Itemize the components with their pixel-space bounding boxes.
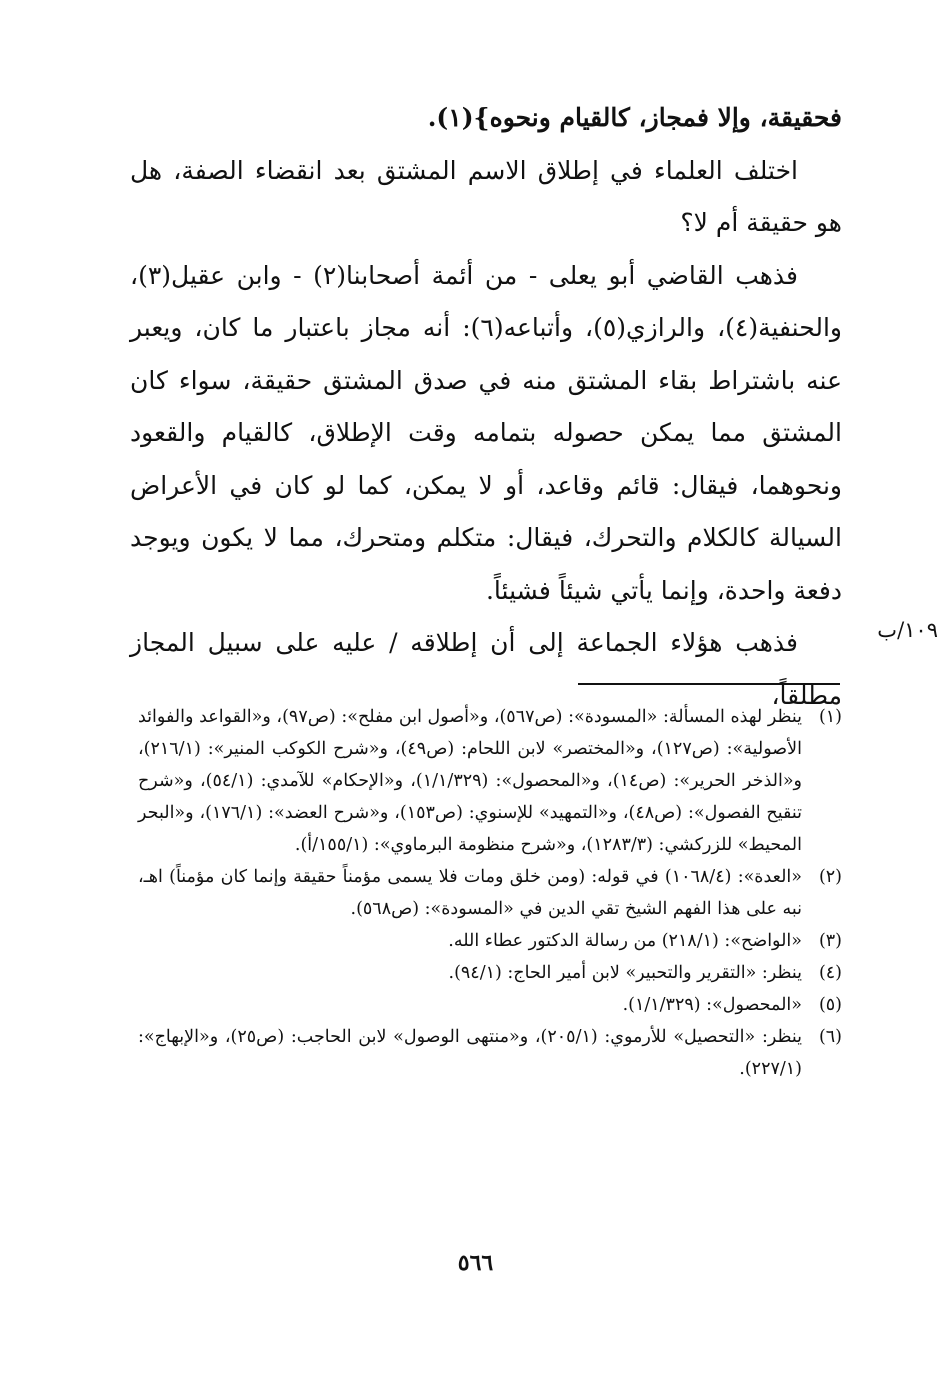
footnote-number: (٥) bbox=[818, 995, 842, 1015]
margin-folio-note: ١٠٩/ب bbox=[877, 618, 938, 642]
footnote-number: (٦) bbox=[818, 1027, 842, 1047]
footnote-text: «الواضح»: (٢١٨/١) من رسالة الدكتور عطاء الله. bbox=[448, 931, 802, 951]
footnote-number: (٢) bbox=[818, 867, 842, 887]
footnote-divider bbox=[578, 683, 840, 685]
footnote-2 bbox=[138, 861, 842, 925]
footnote-text: ينظر: «التحصيل» للأرموي: (٢٠٥/١)، و«منتهى الوصول» لابن الحاجب: (ص٢٥)، و«الإبهاج»: (٢٢٧/١). bbox=[138, 1027, 803, 1079]
footnote-text: «المحصول»: (١/١/٣٢٩). bbox=[622, 995, 802, 1015]
main-paragraph-2: اختلف العلماء في إطلاق الاسم المشتق بعد انقضاء الصفة، هل هو حقيقة أم لا؟ bbox=[130, 155, 842, 237]
main-paragraph-3: فذهب القاضي أبو يعلى - من أئمة أصحابنا(٢) - وابن عقيل(٣)، والحنفية(٤)، والرازي(٥)، وأتباعه(٦): أنه مجاز باعتبار ما كان، ويعبر عنه باشتراط بقاء المشتق منه في صدق المشتق حقيقة، سواء كان المشتق مما يمكن حصوله بتمامه وقت الإطلاق، كالقيام والقعود ونحوهما، فيقال: قائم وقاعد، أو لا يمكن، كما لو كان في الأعراض السيالة كالكلام والتحرك، فيقال: متكلم ومتحرك، مما لا يكون ويوجد دفعة واحدة، وإنما يأتي شيئاً فشيئاً. bbox=[130, 260, 842, 605]
footnotes bbox=[138, 701, 842, 1085]
footnote-number: (٤) bbox=[818, 963, 842, 983]
footnote-text: ينظر: «التقرير والتحبير» لابن أمير الحاج: (٩٤/١). bbox=[448, 963, 802, 983]
main-paragraph-1: فحقيقة، وإلا فمجاز، كالقيام ونحوه}(١). bbox=[427, 103, 842, 132]
footnote-number: (١) bbox=[818, 707, 842, 727]
main-paragraph-4: فذهب هؤلاء الجماعة إلى أن إطلاقه / عليه على سبيل المجاز مطلقاً، bbox=[130, 628, 842, 710]
footnote-3 bbox=[138, 925, 842, 957]
footnote-6 bbox=[138, 1021, 842, 1085]
page-number: ٥٦٦ bbox=[457, 1250, 494, 1276]
footnote-1 bbox=[138, 701, 842, 861]
footnote-text: «العدة»: (١٠٦٨/٤) في قوله: (ومن خلق ومات فلا يسمى مؤمناً حقيقة وإنما كان مؤمناً) اهـ، نبه على هذا الفهم الشيخ تقي الدين في «المسودة»: (ص٥٦٨). bbox=[138, 867, 802, 919]
footnote-5 bbox=[138, 989, 842, 1021]
main-text bbox=[130, 92, 842, 722]
footnote-text: ينظر لهذه المسألة: «المسودة»: (ص٥٦٧)، و«أصول ابن مفلح»: (ص٩٧)، و«القواعد والفوائد الأصولية»: (ص١٢٧)، و«المختصر» لابن اللحام: (ص٤٩)، و«شرح الكوكب المنير»: (٢١٦/١)، و«الذخر الحرير»: (ص١٤)، و«المحصول»: (١/١/٣٢٩)، و«الإحكام» للآمدي: (٥٤/١)، و«شرح تنقيح الفصول»: (ص٤٨)، و«التمهيد» للإسنوي: (ص١٥٣)، و«شرح العضد»: (١٧٦/١)، و«البحر المحيط» للزركشي: (١٢٨٣/٣)، و«شرح منظومة البرماوي»: (١٥٥/١/أ). bbox=[138, 707, 803, 855]
footnote-number: (٣) bbox=[818, 931, 842, 951]
footnote-4 bbox=[138, 957, 842, 989]
